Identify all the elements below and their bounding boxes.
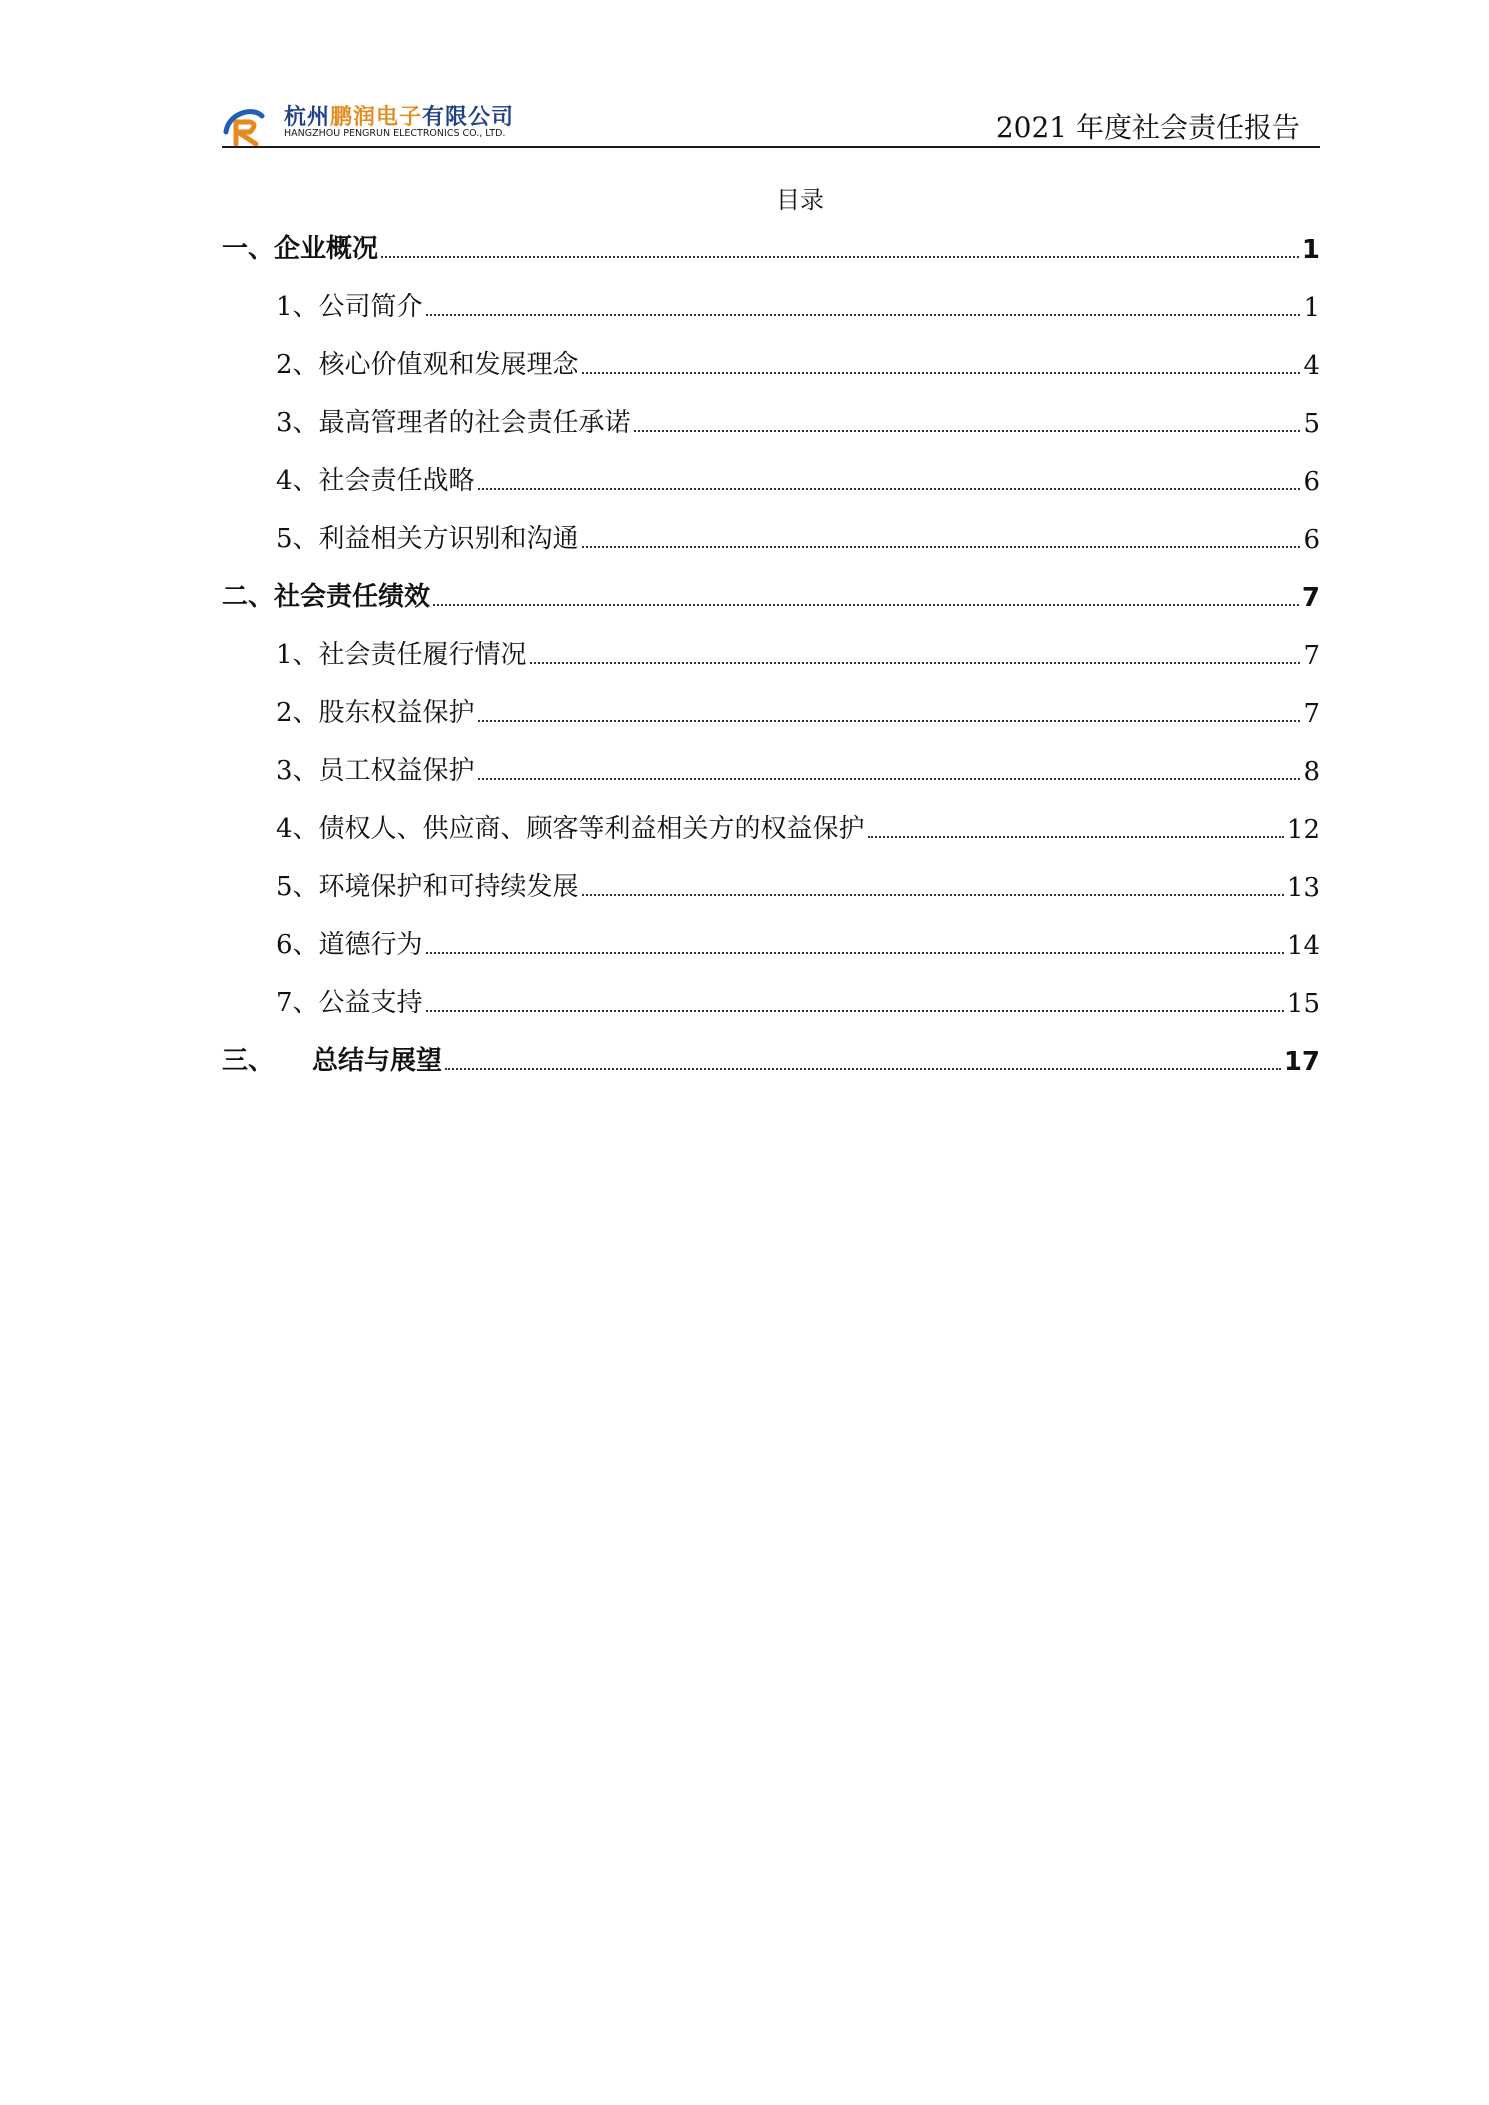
company-name-en: HANGZHOU PENGRUN ELECTRONICS CO., LTD. [284, 128, 506, 139]
toc-entry[interactable]: 5、利益相关方识别和沟通 6 [276, 524, 1320, 555]
toc-entry[interactable]: 7、公益支持 15 [276, 988, 1320, 1019]
company-name-cn: 杭州鹏润电子有限公司 [284, 105, 515, 130]
toc-entry[interactable]: 1、公司简介 1 [276, 292, 1320, 323]
toc-title: 目录 [776, 186, 824, 214]
toc-entry[interactable]: 4、社会责任战略 6 [276, 466, 1320, 497]
toc-entry[interactable]: 三、 总结与展望 17 [222, 1046, 1320, 1077]
toc-entry[interactable]: 一、企业概况 1 [222, 234, 1320, 265]
toc-entry[interactable]: 5、环境保护和可持续发展 13 [276, 872, 1320, 903]
company-logo-icon [222, 102, 266, 146]
toc-entry[interactable]: 6、道德行为 14 [276, 930, 1320, 961]
toc-entry[interactable]: 3、员工权益保护 8 [276, 756, 1320, 787]
toc-entry[interactable]: 3、最高管理者的社会责任承诺 5 [276, 408, 1320, 439]
report-title: 2021 年度社会责任报告 [995, 111, 1300, 144]
page-header [222, 96, 1320, 148]
toc-entry[interactable]: 1、社会责任履行情况 7 [276, 640, 1320, 671]
toc-entry[interactable]: 二、社会责任绩效 7 [222, 582, 1320, 613]
toc-entry[interactable]: 2、股东权益保护 7 [276, 698, 1320, 729]
toc-entry[interactable]: 4、债权人、供应商、顾客等利益相关方的权益保护 12 [276, 814, 1320, 845]
toc-entry[interactable]: 2、核心价值观和发展理念 4 [276, 350, 1320, 381]
